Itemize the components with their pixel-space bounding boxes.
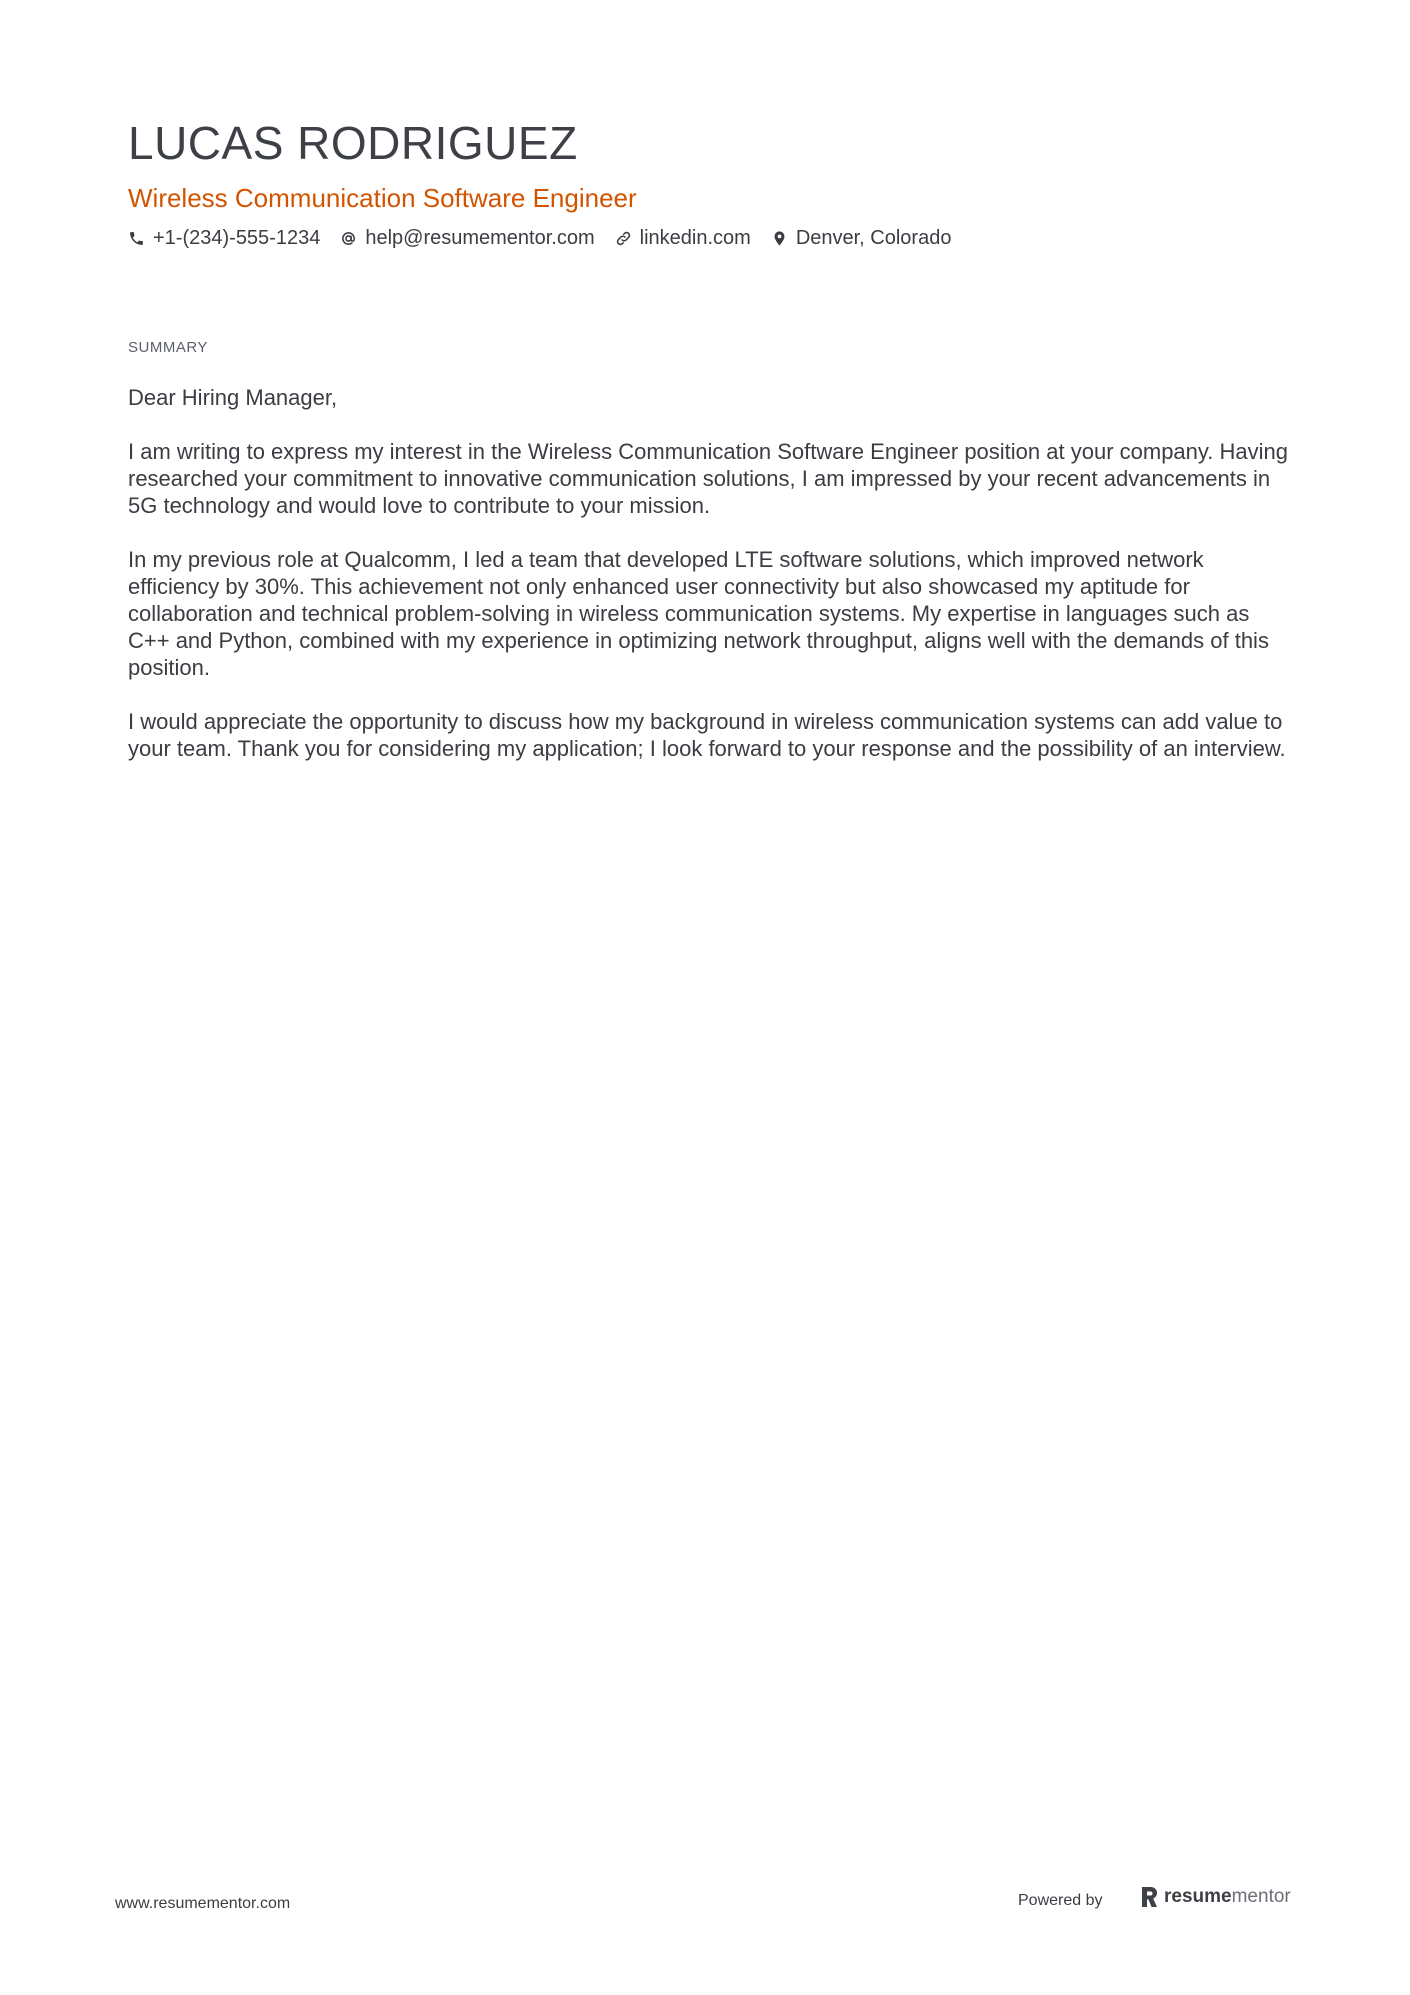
letter-paragraph: I would appreciate the opportunity to discuss how my background in wireless communication systems can add value to your team. Thank you for considering my application; I look forward to your response and the possibility of an interview. bbox=[128, 709, 1286, 761]
candidate-title: Wireless Communication Software Engineer bbox=[128, 183, 637, 213]
brand-mentor-text: mentor bbox=[1231, 1886, 1291, 1907]
letter-body bbox=[128, 384, 1293, 789]
resumementor-logo bbox=[1140, 1885, 1291, 1909]
resumementor-mark-icon bbox=[1140, 1885, 1160, 1909]
contact-phone bbox=[128, 227, 320, 250]
email-text: help@resumementor.com bbox=[365, 227, 595, 249]
brand-resume-text: resume bbox=[1164, 1886, 1232, 1907]
summary-heading: SUMMARY bbox=[128, 339, 208, 356]
contact-email bbox=[340, 227, 594, 250]
footer-website: www.resumementor.com bbox=[115, 1895, 291, 1912]
at-icon bbox=[340, 230, 357, 247]
phone-icon bbox=[128, 230, 145, 247]
salutation: Dear Hiring Manager, bbox=[128, 385, 338, 410]
location-text: Denver, Colorado bbox=[795, 227, 952, 249]
candidate-name: LUCAS RODRIGUEZ bbox=[128, 117, 578, 169]
link-icon bbox=[615, 230, 632, 247]
contact-linkedin bbox=[615, 227, 751, 250]
location-pin-icon bbox=[771, 230, 788, 247]
phone-text: +1-(234)-555-1234 bbox=[153, 227, 321, 249]
letter-paragraph: In my previous role at Qualcomm, I led a team that developed LTE software solutions, which improved network efficiency by 30%. This achievement not only enhanced user connectivity but also showcased my aptitude for collaboration and technical problem-solving in wireless communication systems. My expertise in languages such as C++ and Python, combined with my experience in optimizing network throughput, aligns well with the demands of this position. bbox=[128, 547, 1269, 680]
powered-by-label: Powered by bbox=[1018, 1892, 1103, 1909]
contact-location bbox=[771, 227, 952, 250]
letter-paragraph: I am writing to express my interest in the Wireless Communication Software Engineer position at your company. Having researched your commitment to innovative communication solutions, I am impressed by your recent advancements in 5G technology and would love to contribute to your mission. bbox=[128, 439, 1288, 518]
linkedin-text: linkedin.com bbox=[639, 227, 751, 249]
contact-bar bbox=[128, 227, 951, 250]
